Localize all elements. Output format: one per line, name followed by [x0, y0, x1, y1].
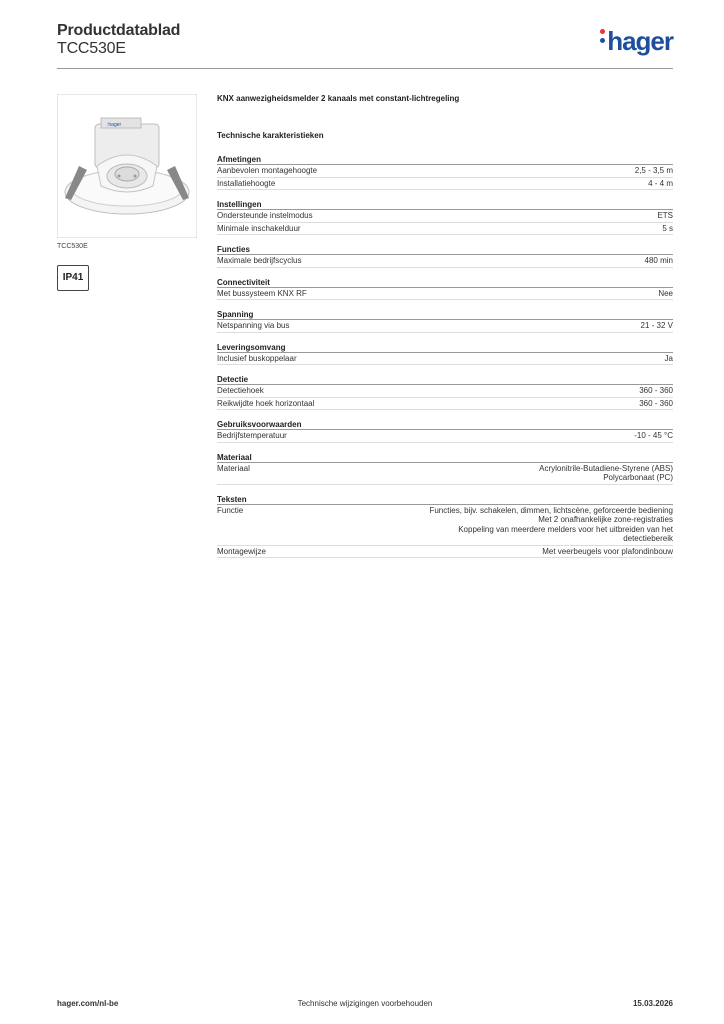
spec-row: [217, 255, 673, 268]
spec-content: [217, 94, 673, 568]
spec-label: Functie: [217, 505, 244, 515]
spec-value: [639, 399, 673, 409]
spec-group-title: Detectie: [217, 375, 673, 385]
spec-value-line: 21 - 32 V: [640, 321, 673, 330]
spec-row: [217, 165, 673, 178]
product-code: TCC530E: [57, 40, 126, 57]
spec-group: [217, 278, 673, 301]
spec-row: [217, 430, 673, 443]
logo-dots-icon: [600, 29, 605, 47]
spec-groups: [217, 155, 673, 558]
spec-label: Installatiehoogte: [217, 178, 276, 188]
spec-value-line: Koppeling van meerdere melders voor het uitbreiden van het: [458, 524, 673, 534]
spec-group: [217, 495, 673, 559]
spec-row: [217, 505, 673, 546]
product-visual-column: [57, 94, 197, 291]
spec-group-title: Materiaal: [217, 453, 673, 463]
spec-value-line: Polycarbonaat (PC): [603, 473, 673, 482]
ip-rating-badge: IP41: [57, 265, 89, 291]
spec-value: [641, 321, 673, 331]
logo-text: hager: [607, 26, 673, 56]
spec-group: [217, 375, 673, 410]
spec-label: Inclusief buskoppelaar: [217, 353, 297, 363]
spec-group: [217, 453, 673, 485]
spec-value: [639, 386, 673, 396]
spec-label: Minimale inschakelduur: [217, 223, 301, 233]
spec-value: [665, 354, 673, 364]
image-caption: TCC530E: [57, 243, 88, 250]
spec-value: [635, 166, 673, 176]
spec-label: Aanbevolen montagehoogte: [217, 166, 318, 175]
spec-value-line: Acrylonitrile-Butadiene-Styrene (ABS): [539, 463, 673, 473]
spec-row: [217, 353, 673, 366]
page-footer: [57, 999, 673, 1011]
spec-group-title: Spanning: [217, 310, 673, 320]
spec-group: [217, 420, 673, 443]
spec-group: [217, 155, 673, 190]
spec-label: Montagewijze: [217, 546, 266, 556]
spec-row: [217, 210, 673, 223]
spec-label: Reikwijdte hoek horizontaal: [217, 398, 315, 408]
spec-value: [542, 547, 673, 557]
spec-group-title: Afmetingen: [217, 155, 673, 165]
spec-row: [217, 223, 673, 236]
spec-value-line: 5 s: [662, 223, 673, 233]
header-divider: [57, 68, 673, 69]
spec-label: Materiaal: [217, 463, 250, 473]
spec-group: [217, 343, 673, 366]
footer-date: 15.03.2026: [632, 999, 673, 1008]
spec-group-title: Instellingen: [217, 200, 673, 210]
spec-value: [429, 506, 673, 544]
spec-label: Ondersteunde instelmodus: [217, 211, 313, 220]
spec-value-line: 360 - 360: [639, 398, 673, 408]
product-description: KNX aanwezigheidsmelder 2 kanaals met constant-lichtregeling: [217, 94, 460, 103]
spec-value-line: Nee: [658, 288, 673, 298]
spec-value-line: 2,5 - 3,5 m: [634, 166, 673, 175]
spec-label: Met bussysteem KNX RF: [217, 288, 307, 298]
spec-label: Netspanning via bus: [217, 321, 290, 330]
spec-value-line: detectiebereik: [623, 534, 673, 543]
document-title: Productdatablad: [57, 22, 181, 39]
spec-value: [648, 179, 673, 189]
spec-value: [634, 431, 673, 441]
hager-logo: [600, 28, 673, 54]
spec-value-line: 4 - 4 m: [648, 178, 673, 188]
spec-group-title: Teksten: [217, 495, 673, 505]
spec-value: [539, 464, 673, 483]
spec-value: [658, 289, 673, 299]
spec-group: [217, 310, 673, 333]
spec-value-line: ETS: [657, 211, 673, 220]
spec-value-line: 480 min: [644, 256, 673, 265]
product-image: [57, 94, 197, 238]
spec-value-line: Met veerbeugels voor plafondinbouw: [542, 546, 673, 556]
spec-label: Maximale bedrijfscyclus: [217, 256, 302, 265]
spec-label: Detectiehoek: [217, 386, 264, 395]
svg-text::hager: :hager: [107, 122, 122, 128]
spec-value: [662, 224, 673, 234]
spec-value-line: Ja: [664, 353, 673, 363]
spec-label: Bedrijfstemperatuur: [217, 431, 287, 440]
spec-row: [217, 288, 673, 301]
spec-row: [217, 178, 673, 191]
spec-group: [217, 200, 673, 235]
spec-value: [657, 211, 673, 221]
spec-group-title: Connectiviteit: [217, 278, 673, 288]
spec-group: [217, 245, 673, 268]
spec-group-title: Functies: [217, 245, 673, 255]
spec-value-line: -10 - 45 °C: [634, 431, 673, 440]
spec-row: [217, 320, 673, 333]
section-title: Technische karakteristieken: [217, 131, 324, 140]
footer-website: hager.com/nl-be: [57, 999, 119, 1008]
spec-value-line: 360 - 360: [639, 386, 673, 395]
page-header: [57, 22, 673, 68]
footer-disclaimer: Technische wijzigingen voorbehouden: [297, 999, 433, 1008]
spec-row: [217, 398, 673, 411]
spec-group-title: Leveringsomvang: [217, 343, 673, 353]
spec-group-title: Gebruiksvoorwaarden: [217, 420, 673, 430]
spec-row: [217, 463, 673, 485]
spec-row: [217, 385, 673, 398]
spec-value-line: Functies, bijv. schakelen, dimmen, lichtscène, geforceerde bediening: [429, 505, 673, 515]
spec-value-line: Met 2 onafhankelijke zone-registraties: [538, 515, 673, 524]
spec-row: [217, 546, 673, 559]
spec-value: [645, 256, 673, 266]
